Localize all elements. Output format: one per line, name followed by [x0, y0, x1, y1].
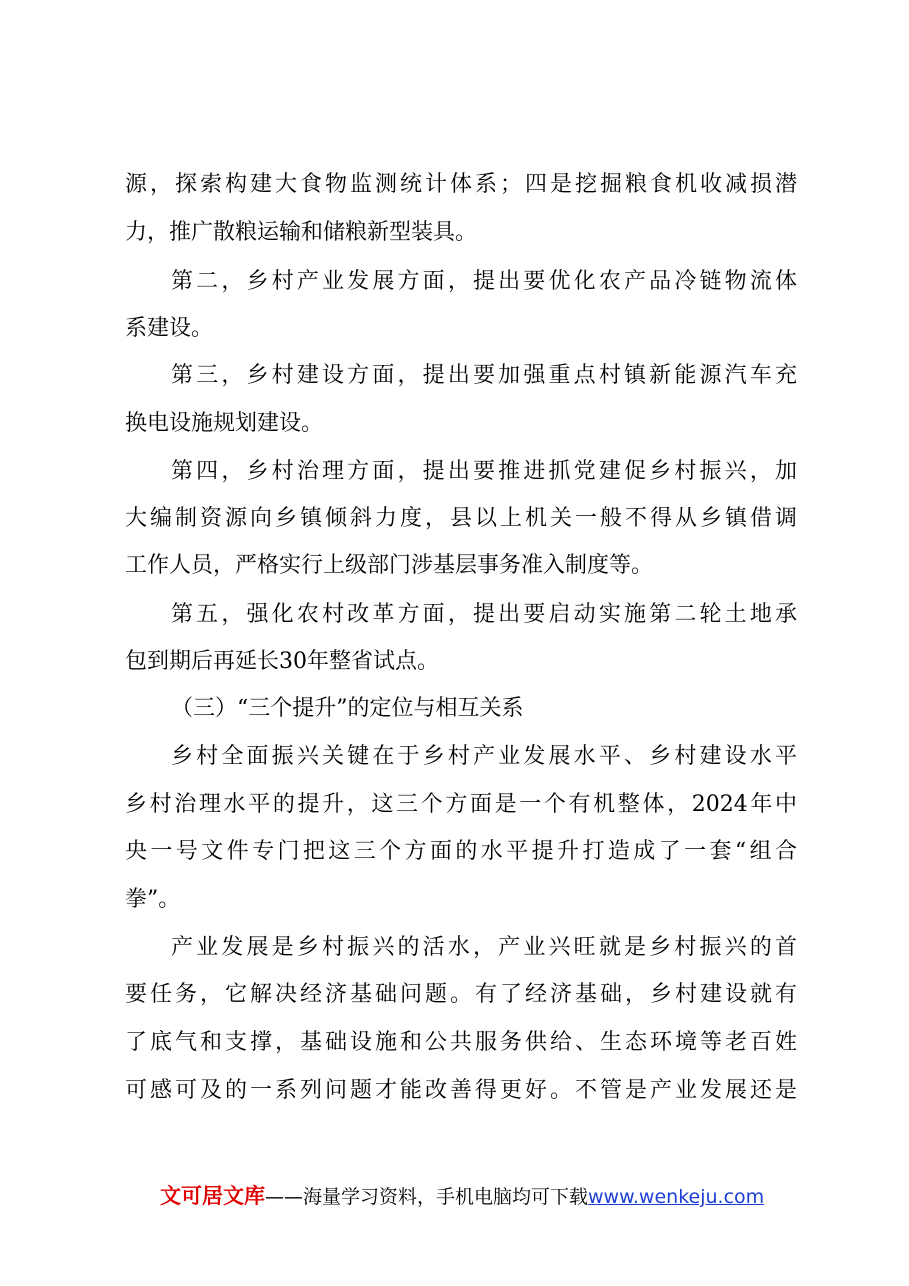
footer-brand: 文可居文库: [160, 1184, 265, 1208]
text-line: 要任务，它解决经济基础问题。有了经济基础，乡村建设就有: [125, 982, 797, 1007]
text-line: 央一号文件专门把这三个方面的水平提升打造成了一套“组合: [125, 839, 797, 864]
footer-link[interactable]: www.wenkeju.com: [588, 1186, 765, 1208]
text-line: 可感可及的一系列问题才能改善得更好。不管是产业发展还是: [125, 1078, 797, 1103]
text-line: 力，推广散粮运输和储粮新型装具。: [125, 220, 478, 245]
text-line: 拳”。: [125, 887, 181, 912]
text-line: 第三，乡村建设方面，提出要加强重点村镇新能源汽车充: [171, 363, 797, 388]
text-line: 第二，乡村产业发展方面，提出要优化农产品冷链物流体: [171, 269, 797, 294]
footer-banner: [160, 1182, 764, 1211]
text-line: 第四，乡村治理方面，提出要推进抓党建促乡村振兴，加: [171, 459, 797, 484]
text-line: 系建设。: [125, 316, 214, 341]
text-line: 大编制资源向乡镇倾斜力度，县以上机关一般不得从乡镇借调: [125, 506, 797, 531]
section-heading: （三）“三个提升”的定位与相互关系: [171, 696, 524, 721]
text-line: 产业发展是乡村振兴的活水，产业兴旺就是乡村振兴的首: [171, 935, 797, 960]
text-line: 换电设施规划建设。: [125, 411, 324, 436]
text-line: 包到期后再延长30年整省试点。: [125, 649, 439, 674]
text-line: 乡村全面振兴关键在于乡村产业发展水平、乡村建设水平: [171, 744, 797, 769]
text-line: 第五，强化农村改革方面，提出要启动实施第二轮土地承: [171, 602, 797, 627]
text-line: 工作人员，严格实行上级部门涉基层事务准入制度等。: [125, 553, 654, 578]
footer-slogan: ——海量学习资料，手机电脑均可下载: [265, 1186, 589, 1208]
text-line: 源，探索构建大食物监测统计体系；四是挖掘粮食机收减损潜: [125, 172, 797, 197]
text-line: 乡村治理水平的提升，这三个方面是一个有机整体，2024年中: [125, 792, 797, 817]
text-line: 了底气和支撑，基础设施和公共服务供给、生态环境等老百姓: [125, 1030, 797, 1055]
